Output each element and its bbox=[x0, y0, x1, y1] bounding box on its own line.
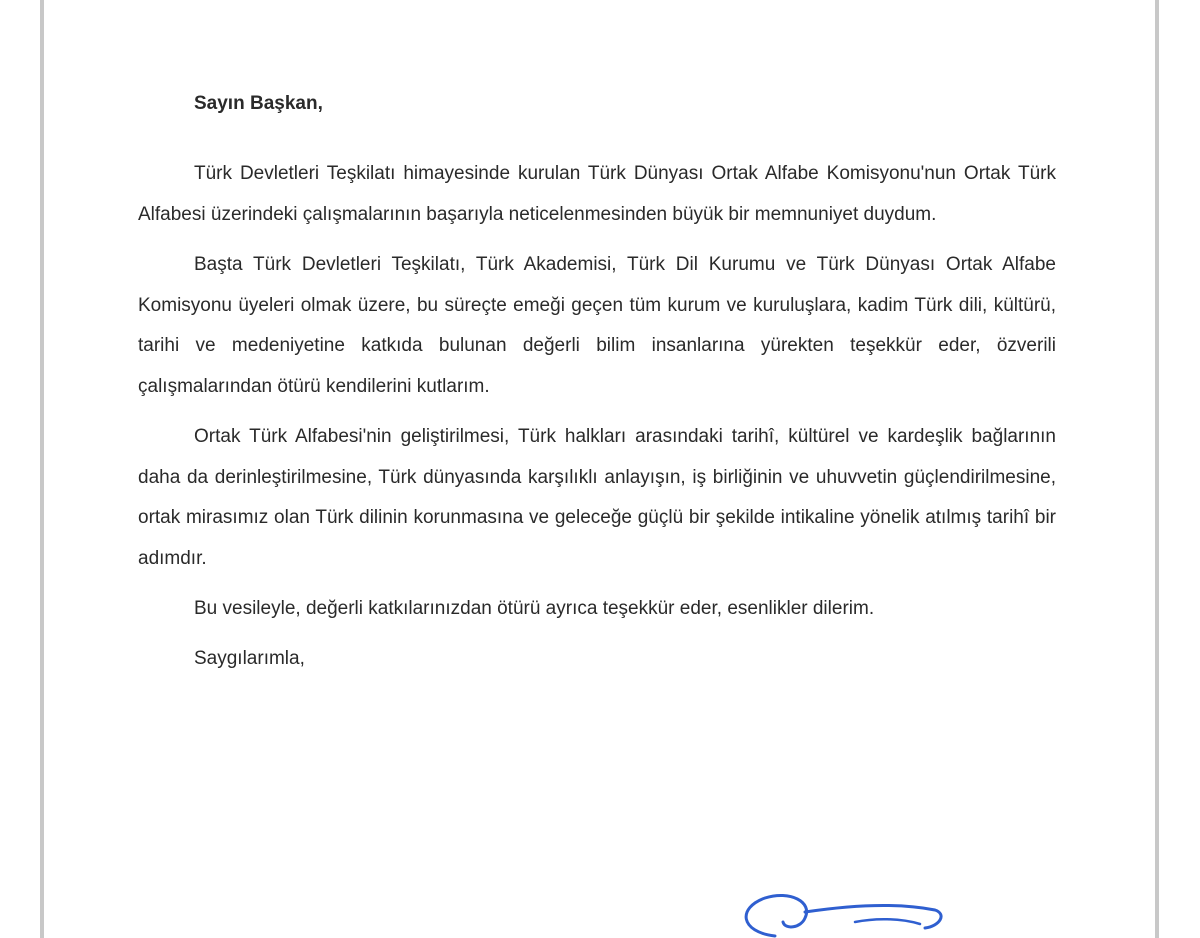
paragraph-1: Türk Devletleri Teşkilatı himayesinde kurulan Türk Dünyası Ortak Alfabe Komisyonu'nun Ortak Türk Alfabesi üzerindeki çalışmalarının başarıyla neticelenmesinden büyük bir memnuniyet duydum. bbox=[138, 163, 1056, 225]
salutation: Sayın Başkan, bbox=[194, 93, 323, 114]
paragraph-3: Ortak Türk Alfabesi'nin geliştirilmesi, Türk halkları arasındaki tarihî, kültürel ve kardeşlik bağlarının daha da derinleştirilmesine, Türk dünyasında karşılıklı anlayışın, iş birliğinin ve uhuvvetin güçlendirilmesine, ortak mirasımız olan Türk dilinin korunmasına ve geleceğe güçlü bir şekilde intikaline yönelik atılmış tarihî bir adımdır. bbox=[138, 426, 1056, 569]
letter-body bbox=[138, 90, 1056, 679]
signature-icon bbox=[735, 888, 955, 938]
page-border-right bbox=[1155, 0, 1159, 938]
valediction: Saygılarımla, bbox=[194, 648, 305, 669]
paragraph-2: Başta Türk Devletleri Teşkilatı, Türk Akademisi, Türk Dil Kurumu ve Türk Dünyası Ortak Alfabe Komisyonu üyeleri olmak üzere, bu süreçte emeği geçen tüm kurum ve kuruluşlara, kadim Türk dili, kültürü, tarihi ve medeniyetine katkıda bulunan değerli bilim insanlarına yürekten teşekkür eder, özverili çalışmalarından ötürü kendilerini kutlarım. bbox=[138, 254, 1056, 397]
closing-line: Bu vesileyle, değerli katkılarınızdan ötürü ayrıca teşekkür eder, esenlikler dilerim. bbox=[194, 598, 875, 619]
page-border-left bbox=[40, 0, 44, 938]
